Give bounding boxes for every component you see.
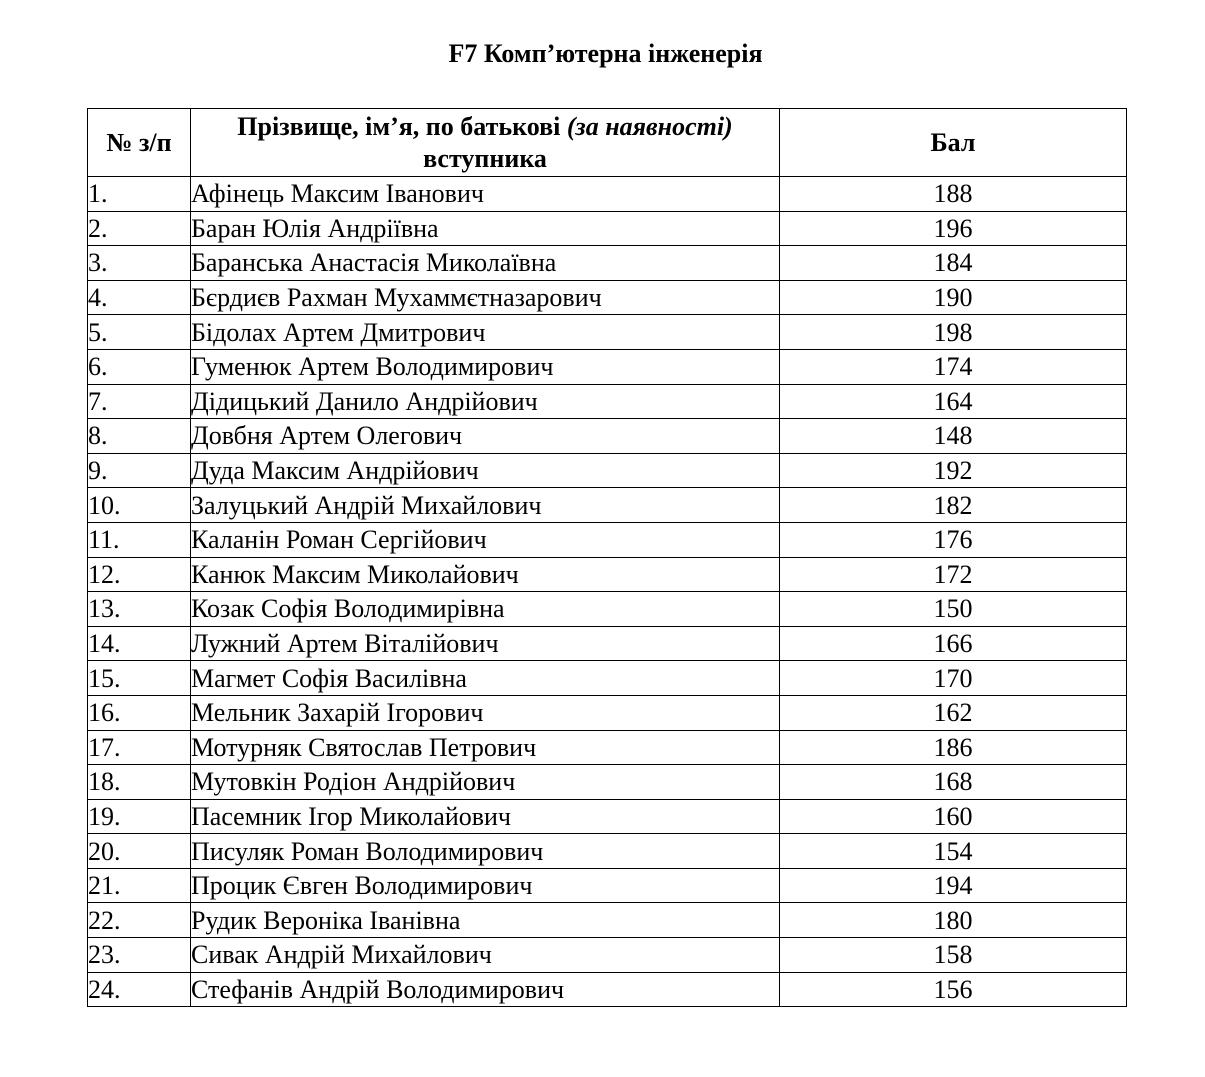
applicant-score: 158: [780, 938, 1127, 973]
applicant-score: 166: [780, 626, 1127, 661]
table-row: [88, 246, 1127, 281]
applicant-score: 192: [780, 453, 1127, 488]
applicant-score: 162: [780, 695, 1127, 730]
table-row: [88, 488, 1127, 523]
row-number: 8.: [88, 419, 191, 454]
applicant-name: Лужний Артем Віталійович: [191, 626, 780, 661]
applicants-table: [87, 108, 1127, 1007]
applicant-name: Баранська Анастасія Миколаївна: [191, 246, 780, 281]
applicant-score: 150: [780, 592, 1127, 627]
row-number: 10.: [88, 488, 191, 523]
applicant-name: Процик Євген Володимирович: [191, 868, 780, 903]
table-row: [88, 211, 1127, 246]
row-number: 3.: [88, 246, 191, 281]
row-number: 1.: [88, 177, 191, 212]
applicant-name: Гуменюк Артем Володимирович: [191, 349, 780, 384]
table-row: [88, 661, 1127, 696]
row-number: 5.: [88, 315, 191, 350]
row-number: 12.: [88, 557, 191, 592]
table-row: [88, 868, 1127, 903]
applicant-name: Дуда Максим Андрійович: [191, 453, 780, 488]
applicant-score: 196: [780, 211, 1127, 246]
applicant-name: Стефанів Андрій Володимирович: [191, 972, 780, 1007]
table-row: [88, 972, 1127, 1007]
applicant-name: Рудик Вероніка Іванівна: [191, 903, 780, 938]
applicant-score: 148: [780, 419, 1127, 454]
table-row: [88, 695, 1127, 730]
applicant-score: 188: [780, 177, 1127, 212]
applicant-name: Сивак Андрій Михайлович: [191, 938, 780, 973]
header-name: [191, 109, 780, 177]
applicant-score: 182: [780, 488, 1127, 523]
table-row: [88, 903, 1127, 938]
row-number: 19.: [88, 799, 191, 834]
row-number: 22.: [88, 903, 191, 938]
applicant-score: 184: [780, 246, 1127, 281]
applicant-name: Довбня Артем Олегович: [191, 419, 780, 454]
applicant-score: 164: [780, 384, 1127, 419]
row-number: 16.: [88, 695, 191, 730]
row-number: 18.: [88, 765, 191, 800]
table-row: [88, 765, 1127, 800]
applicant-name: Бідолах Артем Дмитрович: [191, 315, 780, 350]
row-number: 2.: [88, 211, 191, 246]
applicant-name: Бєрдиєв Рахман Мухаммєтназарович: [191, 280, 780, 315]
header-name-main: Прізвище, ім’я, по батькові: [237, 111, 561, 141]
applicant-score: 156: [780, 972, 1127, 1007]
applicant-name: Каланін Роман Сергійович: [191, 522, 780, 557]
applicant-name: Пасемник Ігор Миколайович: [191, 799, 780, 834]
row-number: 9.: [88, 453, 191, 488]
row-number: 11.: [88, 522, 191, 557]
applicant-score: 174: [780, 349, 1127, 384]
table-row: [88, 453, 1127, 488]
header-score: Бал: [780, 109, 1127, 177]
table-row: [88, 419, 1127, 454]
header-name-italic: (за наявності): [566, 111, 733, 141]
row-number: 21.: [88, 868, 191, 903]
applicant-score: 154: [780, 834, 1127, 869]
applicant-name: Мельник Захарій Ігорович: [191, 695, 780, 730]
table-row: [88, 557, 1127, 592]
table-row: [88, 522, 1127, 557]
table-row: [88, 834, 1127, 869]
applicant-score: 186: [780, 730, 1127, 765]
table-row: [88, 938, 1127, 973]
row-number: 20.: [88, 834, 191, 869]
table-row: [88, 626, 1127, 661]
table-row: [88, 799, 1127, 834]
table-row: [88, 349, 1127, 384]
table-row: [88, 384, 1127, 419]
applicant-score: 160: [780, 799, 1127, 834]
applicant-name: Мутовкін Родіон Андрійович: [191, 765, 780, 800]
table-header-row: [88, 109, 1127, 177]
row-number: 13.: [88, 592, 191, 627]
applicant-score: 168: [780, 765, 1127, 800]
row-number: 15.: [88, 661, 191, 696]
applicant-score: 176: [780, 522, 1127, 557]
page-title: F7 Комп’ютерна інженерія: [448, 39, 763, 68]
applicant-name: Залуцький Андрій Михайлович: [191, 488, 780, 523]
row-number: 4.: [88, 280, 191, 315]
table-row: [88, 730, 1127, 765]
row-number: 23.: [88, 938, 191, 973]
table-row: [88, 592, 1127, 627]
applicant-name: Дідицький Данило Андрійович: [191, 384, 780, 419]
applicant-name: Баран Юлія Андріївна: [191, 211, 780, 246]
row-number: 6.: [88, 349, 191, 384]
applicant-name: Магмет Софія Василівна: [191, 661, 780, 696]
table-row: [88, 177, 1127, 212]
applicant-name: Канюк Максим Миколайович: [191, 557, 780, 592]
applicant-score: 198: [780, 315, 1127, 350]
header-number: № з/п: [88, 109, 191, 177]
row-number: 7.: [88, 384, 191, 419]
applicant-name: Афінець Максим Іванович: [191, 177, 780, 212]
row-number: 24.: [88, 972, 191, 1007]
applicant-score: 190: [780, 280, 1127, 315]
applicant-score: 172: [780, 557, 1127, 592]
row-number: 17.: [88, 730, 191, 765]
applicant-name: Писуляк Роман Володимирович: [191, 834, 780, 869]
table-body: [88, 177, 1127, 1007]
applicant-name: Мотурняк Святослав Петрович: [191, 730, 780, 765]
table-row: [88, 280, 1127, 315]
table-row: [88, 315, 1127, 350]
applicant-name: Козак Софія Володимирівна: [191, 592, 780, 627]
row-number: 14.: [88, 626, 191, 661]
applicant-score: 194: [780, 868, 1127, 903]
header-name-tail: вступника: [423, 143, 547, 173]
applicant-score: 180: [780, 903, 1127, 938]
applicant-score: 170: [780, 661, 1127, 696]
